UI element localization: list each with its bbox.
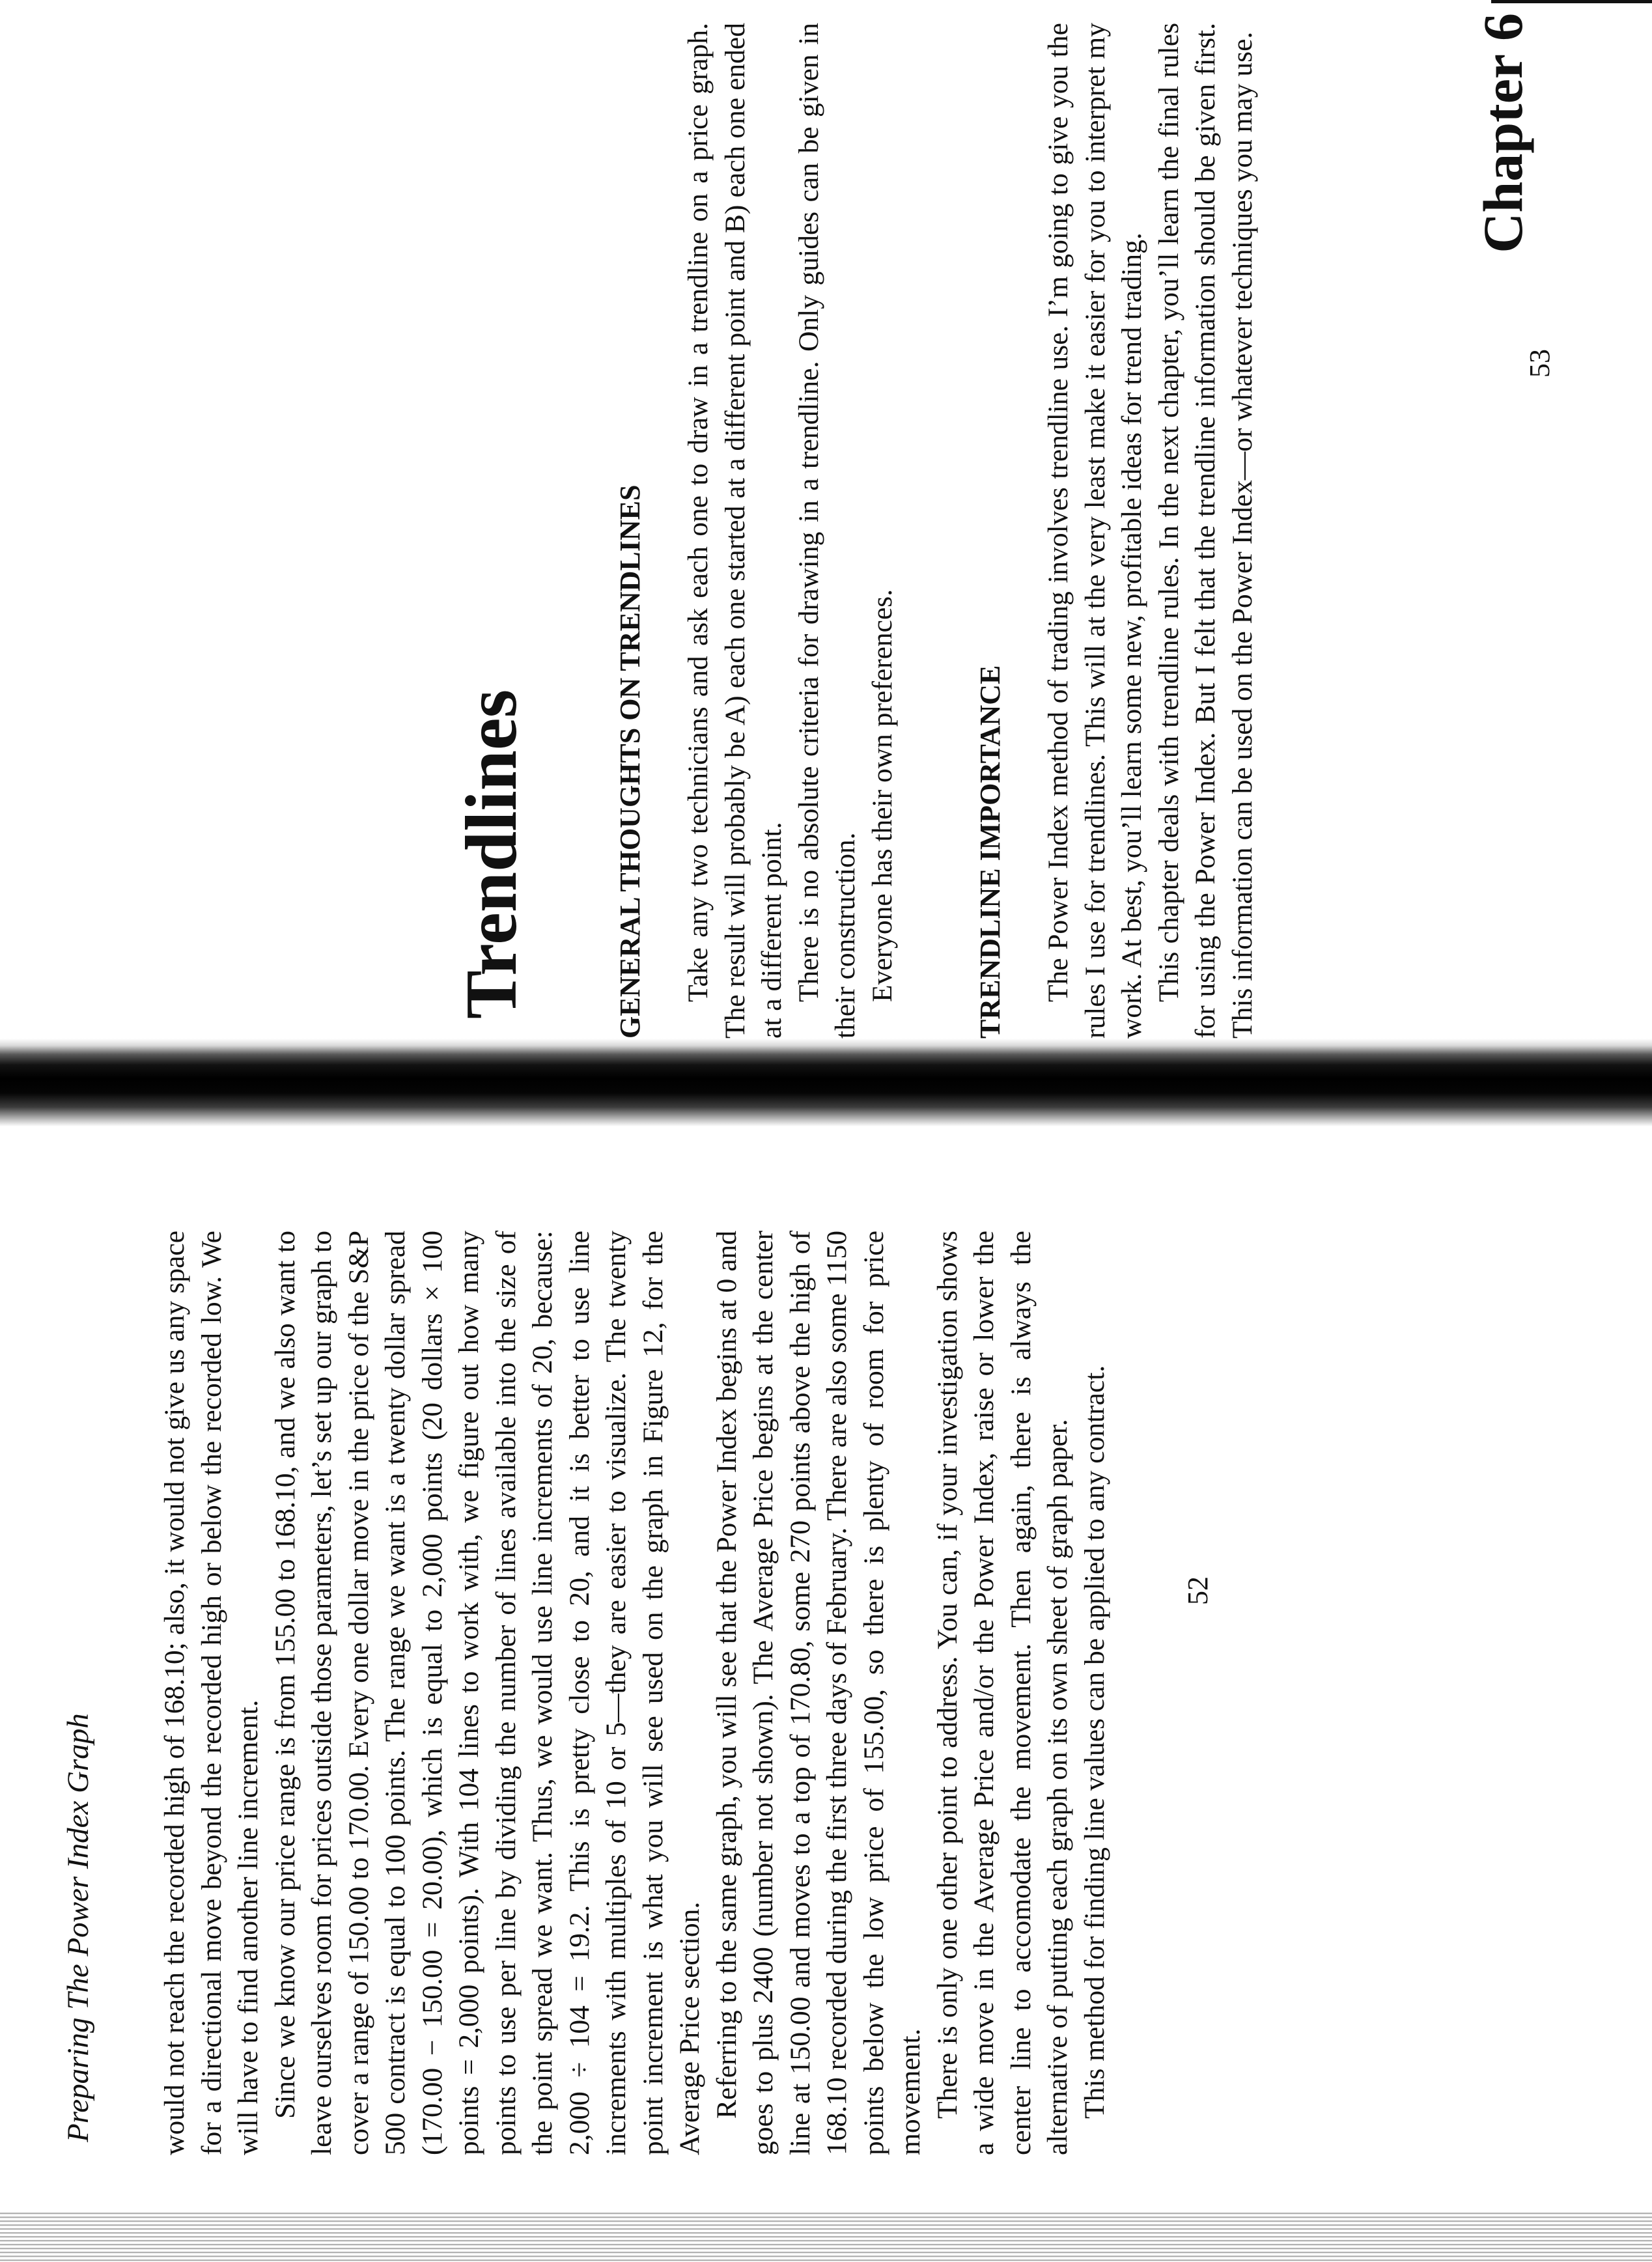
paragraph: Everyone has their own preferences. <box>866 589 898 1002</box>
left-page-body <box>156 1231 1113 2155</box>
right-page-body <box>612 23 1261 1039</box>
book-gutter-shadow <box>0 1039 1652 1126</box>
page-bottom-edge <box>0 2211 1652 2262</box>
paragraph: would not reach the recorded high of 168.10; also, it would not give us any space for a directional move beyond the recorded high or below the recorded low. We will have to find another line increment. <box>159 1231 264 2155</box>
chapter-title: Trendlines <box>451 689 532 1019</box>
section-heading: TRENDLINE IMPORTANCE <box>974 665 1006 1039</box>
section-text <box>1040 23 1261 1039</box>
left-page <box>59 1198 1361 2214</box>
paragraph: This chapter deals with trendline rules. In the next chapter, you’ll learn the final rules for using the Power Index. But I felt that the trendline information should be given first. This information can be used on the Power Index—or whatever techniques you may use. <box>1153 23 1258 1039</box>
paragraph: The Power Index method of trading involves trendline use. I’m going to give you the rules I use for trendlines. This will at the very least make it easier for you to interpret my work. At best, you’ll learn some new, profitable ideas for trend trading. <box>1043 23 1147 1039</box>
paragraph: This method for finding line values can be applied to any contract. <box>1078 1365 1110 2119</box>
paragraph: There is only one other point to address. You can, if your investigation shows a wide move in the Average Price and/or the Power Index, raise or lower the center line to accomodate the movement. Then again, there is always the alternative of putting each graph on its own sheet of graph paper. <box>931 1231 1073 2155</box>
paragraph: There is no absolute criteria for drawing in a trendline. Only guides can be given in their construction. <box>792 23 861 1039</box>
page-number: 52 <box>1182 1576 1214 1605</box>
running-head: Preparing The Power Index Graph <box>61 1713 95 2142</box>
section-text <box>680 23 901 1039</box>
paragraph: Referring to the same graph, you will see that the Power Index begins at 0 and goes to plus 2400 (number not shown). The Average Price begins at the center line at 150.00 and moves to a top of 170.80, some 270 points above the high of 168.10 recorded during the first three days of February. There are also some 1150 points below the low price of 155.00, so there is plenty of room for price movement. <box>710 1231 926 2155</box>
page-number: 53 <box>1524 349 1556 378</box>
section-heading: GENERAL THOUGHTS ON TRENDLINES <box>614 484 646 1039</box>
right-page <box>449 0 1634 1039</box>
paragraph: Take any two technicians and ask each one to draw in a trendline on a price graph. The result will probably be A) each one started at a different point and B) each one ended at a different point. <box>682 23 787 1039</box>
paragraph: Since we know our price range is from 155.00 to 168.10, and we also want to leave ourselves room for prices outside those parameters, let’s set up our graph to cover a range of 150.00 to 170.00. Every one dollar move in the price of the S&P 500 contract is equal to 100 points. The range we want is a twenty dollar spread (170.00 − 150.00 = 20.00), which is equal to 2,000 points (20 dollars × 100 points = 2,000 points). With 104 lines to work with, we figure out how many points to use per line by dividing the number of lines available into the size of the point spread we want. Thus, we would use line increments of 20, because: 2,000 ÷ 104 = 19.2. This is pretty close to 20, and it is better to use line increments with multiples of 10 or 5—they are easier to visualize. The twenty point increment is what you will see used on the graph in Figure 12, for the Average Price section. <box>269 1231 705 2155</box>
chapter-label: Chapter 6 <box>1472 13 1534 253</box>
section-spacer <box>901 23 972 1039</box>
